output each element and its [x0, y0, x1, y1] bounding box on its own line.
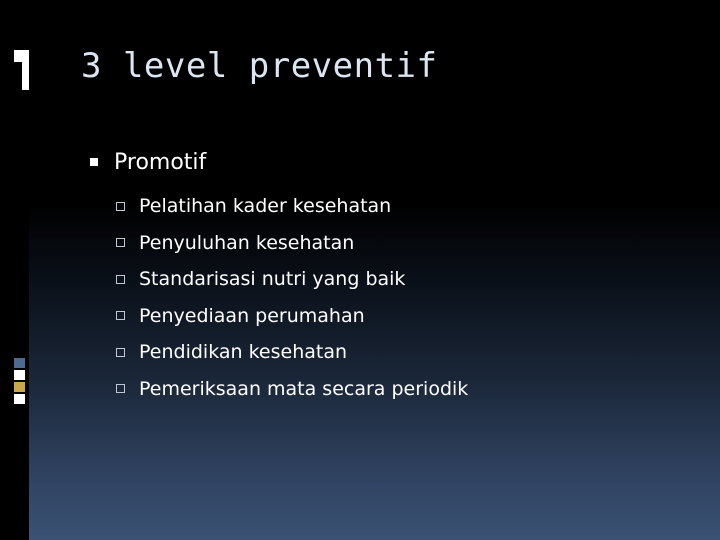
- square-bullet-icon: [90, 158, 98, 166]
- list-item-text: Pendidikan kesehatan: [139, 341, 348, 364]
- hollow-square-bullet-icon: [116, 238, 125, 247]
- hollow-square-bullet-icon: [116, 311, 125, 320]
- decorative-squares: [14, 358, 28, 406]
- slide-title: 3 level preventif: [81, 46, 438, 86]
- bullet-level1: [90, 145, 700, 179]
- decorative-square: [14, 370, 25, 380]
- hollow-square-bullet-icon: [116, 202, 125, 211]
- decorative-square: [14, 358, 25, 368]
- decorative-square: [14, 394, 25, 404]
- list-item: [116, 371, 700, 408]
- list-item-text: Pemeriksaan mata secara periodik: [139, 377, 469, 400]
- title-accent-block: [14, 50, 29, 90]
- list-item-text: Standarisasi nutri yang baik: [139, 268, 406, 291]
- sub-bullet-list: [116, 188, 700, 407]
- list-item: [116, 334, 700, 371]
- list-item-text: Penyuluhan kesehatan: [139, 231, 355, 254]
- hollow-square-bullet-icon: [116, 275, 125, 284]
- bullet-level1-text: Promotif: [114, 149, 207, 175]
- list-item: [116, 261, 700, 298]
- list-item: [116, 298, 700, 335]
- list-item-text: Penyediaan perumahan: [139, 304, 365, 327]
- list-item: [116, 188, 700, 225]
- list-item-text: Pelatihan kader kesehatan: [139, 195, 392, 218]
- hollow-square-bullet-icon: [116, 348, 125, 357]
- decorative-square: [14, 382, 25, 392]
- hollow-square-bullet-icon: [116, 384, 125, 393]
- list-item: [116, 225, 700, 262]
- bullet-content: [90, 145, 700, 407]
